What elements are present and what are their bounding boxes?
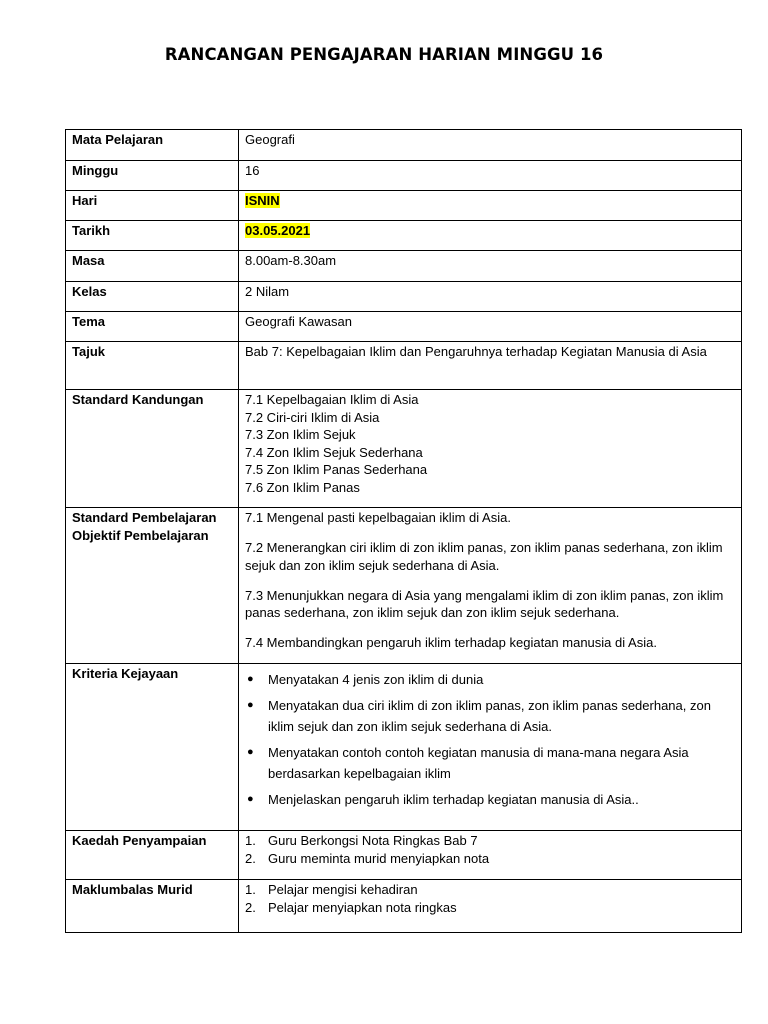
row-label: Tema	[66, 312, 239, 342]
row-value: 2 Nilam	[239, 282, 742, 312]
table-row	[66, 161, 742, 191]
list-item-text: Pelajar menyiapkan nota ringkas	[268, 899, 457, 915]
list-item: 7.1 Mengenal pasti kepelbagaian iklim di Asia.	[245, 510, 511, 525]
table-row	[66, 664, 742, 831]
list-item-text: Pelajar mengisi kehadiran	[268, 882, 418, 897]
row-label: Tajuk	[66, 342, 239, 390]
list-item: 7.2 Menerangkan ciri iklim di zon iklim panas, zon iklim panas sederhana, zon iklim sejuk dan zon iklim sejuk sederhana di Asia.	[245, 540, 723, 573]
list-item: 7.2 Ciri-ciri Iklim di Asia	[245, 409, 380, 425]
table-row	[66, 508, 742, 664]
row-label-line: Standard Pembelajaran	[72, 510, 217, 525]
row-label: Kaedah Penyampaian	[66, 831, 239, 880]
table-row	[66, 282, 742, 312]
list-item	[245, 881, 735, 899]
row-label: Tarikh	[66, 221, 239, 251]
list-item	[245, 669, 735, 690]
list-item	[245, 850, 735, 868]
row-value: 8.00am-8.30am	[239, 251, 742, 282]
list-number: 1.	[245, 833, 256, 848]
list-item	[245, 832, 735, 850]
row-value: Bab 7: Kepelbagaian Iklim dan Pengaruhnya terhadap Kegiatan Manusia di Asia	[239, 342, 742, 390]
list-number: 2.	[245, 850, 256, 866]
row-value	[239, 508, 742, 664]
list-item-text: Menyatakan contoh contoh kegiatan manusia di mana-mana negara Asia berdasarkan kepelbagaian iklim	[268, 745, 689, 781]
list-item-text: Menjelaskan pengaruh iklim terhadap kegiatan manusia di Asia..	[268, 792, 639, 807]
table-row	[66, 880, 742, 933]
lesson-plan-table	[65, 129, 742, 933]
list-item: 7.1 Kepelbagaian Iklim di Asia	[245, 392, 419, 407]
bullet-icon: ●	[247, 746, 254, 758]
row-label: Kelas	[66, 282, 239, 312]
table-row	[66, 251, 742, 282]
page-title: RANCANGAN PENGAJARAN HARIAN MINGGU 16	[164, 45, 604, 64]
list-item	[245, 695, 735, 737]
list-item-text: Menyatakan dua ciri iklim di zon iklim panas, zon iklim panas sederhana, zon iklim sejuk dan zon iklim sejuk sederhana di Asia.	[268, 698, 711, 734]
table-row	[66, 130, 742, 161]
row-label: Masa	[66, 251, 239, 282]
list-item: 7.4 Zon Iklim Sejuk Sederhana	[245, 444, 423, 460]
list-item-text: Guru meminta murid menyiapkan nota	[268, 850, 490, 866]
table-row	[66, 312, 742, 342]
table-row	[66, 221, 742, 251]
bullet-icon: ●	[247, 699, 254, 711]
row-label: Mata Pelajaran	[66, 130, 239, 161]
list-number: 1.	[245, 882, 256, 897]
row-label: Hari	[66, 191, 239, 221]
list-number: 2.	[245, 899, 256, 915]
list-item: 7.3 Menunjukkan negara di Asia yang mengalami iklim di zon iklim panas, zon iklim panas sederhana, zon iklim sejuk dan zon iklim sejuk sederhana.	[245, 587, 724, 620]
bullet-icon: ●	[247, 673, 254, 685]
table-row	[66, 831, 742, 880]
list-item-text: Guru Berkongsi Nota Ringkas Bab 7	[268, 833, 478, 848]
success-criteria-list	[245, 669, 735, 810]
list-item: 7.4 Membandingkan pengaruh iklim terhadap kegiatan manusia di Asia.	[245, 635, 657, 650]
row-label: Kriteria Kejayaan	[66, 664, 239, 831]
delivery-method-list	[245, 832, 735, 867]
highlighted-date: 03.05.2021	[245, 223, 311, 238]
row-label: Maklumbalas Murid	[66, 880, 239, 933]
row-label: Minggu	[66, 161, 239, 191]
list-item	[245, 789, 735, 810]
row-label: Standard Kandungan	[66, 390, 239, 508]
row-label	[66, 508, 239, 664]
content-standard-list	[245, 391, 735, 496]
row-value	[239, 664, 742, 831]
row-value: Geografi	[239, 130, 742, 161]
row-value: 16	[239, 161, 742, 191]
row-value	[239, 831, 742, 880]
row-value	[239, 390, 742, 508]
highlighted-day: ISNIN	[245, 193, 280, 208]
student-feedback-list	[245, 881, 735, 916]
row-value: Geografi Kawasan	[239, 312, 742, 342]
list-item	[245, 899, 735, 917]
list-item	[245, 742, 735, 784]
row-value	[239, 191, 742, 221]
list-item: 7.3 Zon Iklim Sejuk	[245, 427, 356, 442]
bullet-icon: ●	[247, 793, 254, 805]
table-row	[66, 191, 742, 221]
list-item: 7.6 Zon Iklim Panas	[245, 479, 360, 495]
row-value	[239, 880, 742, 933]
list-item: 7.5 Zon Iklim Panas Sederhana	[245, 462, 428, 477]
table-row	[66, 342, 742, 390]
table-row	[66, 390, 742, 508]
list-item-text: Menyatakan 4 jenis zon iklim di dunia	[268, 672, 484, 687]
row-value	[239, 221, 742, 251]
row-label-line: Objektif Pembelajaran	[72, 527, 209, 543]
